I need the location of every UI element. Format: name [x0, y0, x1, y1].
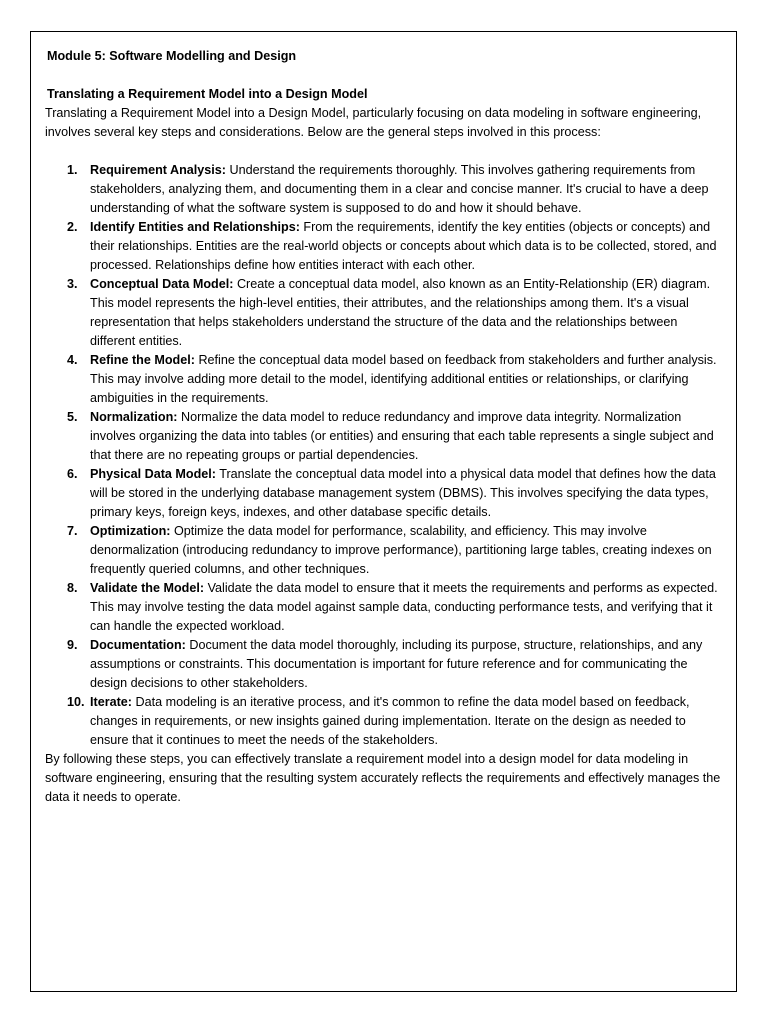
- step-number: 6.: [67, 467, 78, 481]
- step-text: Optimize the data model for performance, scalability, and efficiency. This may involve denormalization (introducing redundancy to improve performance), partitioning large tables, creating indexes on frequently queried columns, and other techniques.: [90, 524, 712, 576]
- step-number: 4.: [67, 353, 78, 367]
- step-text: Translate the conceptual data model into a physical data model that defines how the data will be stored in the underlying database management system (DBMS). This involves specifying the data types, primary keys, foreign keys, indexes, and other database specific details.: [90, 467, 716, 519]
- step-text: Understand the requirements thoroughly. This involves gathering requirements from stakeholders, analyzing them, and documenting them in a clear and concise manner. It's crucial to have a deep understanding of what the software system is supposed to do and how it should behave.: [90, 163, 709, 215]
- list-item: [67, 579, 725, 636]
- step-text: From the requirements, identify the key entities (objects or concepts) and their relationships. Entities are the real-world objects or concepts about which data is to be collected, stored, and processed. Relationships define how entities interact with each other.: [90, 220, 717, 272]
- step-title: Refine the Model:: [90, 353, 195, 367]
- list-item: [67, 161, 725, 218]
- step-text: Document the data model thoroughly, including its purpose, structure, relationships, and any assumptions or constraints. This documentation is important for future reference and for communicating the design decisions to other stakeholders.: [90, 638, 703, 690]
- step-title: Iterate:: [90, 695, 132, 709]
- step-number: 1.: [67, 163, 78, 177]
- step-title: Requirement Analysis:: [90, 163, 227, 177]
- document-body: [45, 47, 725, 807]
- step-number: 10.: [67, 695, 85, 709]
- intro-paragraph: Translating a Requirement Model into a Design Model, particularly focusing on data modeling in software engineering, involves several key steps and considerations. Below are the general steps involved in this process:: [45, 106, 702, 139]
- list-item: [67, 693, 725, 750]
- step-number: 2.: [67, 220, 78, 234]
- list-item: [67, 351, 725, 408]
- step-text: Validate the data model to ensure that it meets the requirements and performs as expected. This may involve testing the data model against sample data, conducting performance tests, and verifying that it can handle the expected workload.: [90, 581, 718, 633]
- step-title: Validate the Model:: [90, 581, 205, 595]
- closing-paragraph: By following these steps, you can effectively translate a requirement model into a design model for data modeling in software engineering, ensuring that the resulting system accurately reflects the requirements and effectively manages the data it needs to operate.: [45, 752, 721, 804]
- list-item: [67, 636, 725, 693]
- step-number: 3.: [67, 277, 78, 291]
- module-title: Module 5: Software Modelling and Design: [47, 49, 297, 63]
- list-item: [67, 522, 725, 579]
- step-title: Physical Data Model:: [90, 467, 216, 481]
- step-number: 9.: [67, 638, 78, 652]
- step-text: Create a conceptual data model, also known as an Entity-Relationship (ER) diagram. This model represents the high-level entities, their attributes, and the relationships among them. It's a visual representation that helps stakeholders understand the structure of the data and the relationships between different entities.: [90, 277, 711, 348]
- steps-list: [45, 161, 725, 750]
- list-item: [67, 218, 725, 275]
- step-title: Identify Entities and Relationships:: [90, 220, 300, 234]
- step-title: Documentation:: [90, 638, 186, 652]
- step-text: Refine the conceptual data model based on feedback from stakeholders and further analysis. This may involve adding more detail to the model, identifying additional entities or relationships, or clarifying ambiguities in the requirements.: [90, 353, 717, 405]
- step-number: 7.: [67, 524, 78, 538]
- step-number: 5.: [67, 410, 78, 424]
- list-item: [67, 275, 725, 351]
- step-title: Optimization:: [90, 524, 171, 538]
- step-title: Conceptual Data Model:: [90, 277, 234, 291]
- step-number: 8.: [67, 581, 78, 595]
- step-text: Normalize the data model to reduce redundancy and improve data integrity. Normalization involves organizing the data into tables (or entities) and ensuring that each table represents a single subject and that there are no repeating groups or partial dependencies.: [90, 410, 714, 462]
- section-title: Translating a Requirement Model into a Design Model: [47, 87, 368, 101]
- step-text: Data modeling is an iterative process, and it's common to refine the data model based on feedback, changes in requirements, or new insights gained during implementation. Iterate on the design as needed to ensure that it continues to meet the needs of the stakeholders.: [90, 695, 690, 747]
- list-item: [67, 408, 725, 465]
- step-title: Normalization:: [90, 410, 178, 424]
- list-item: [67, 465, 725, 522]
